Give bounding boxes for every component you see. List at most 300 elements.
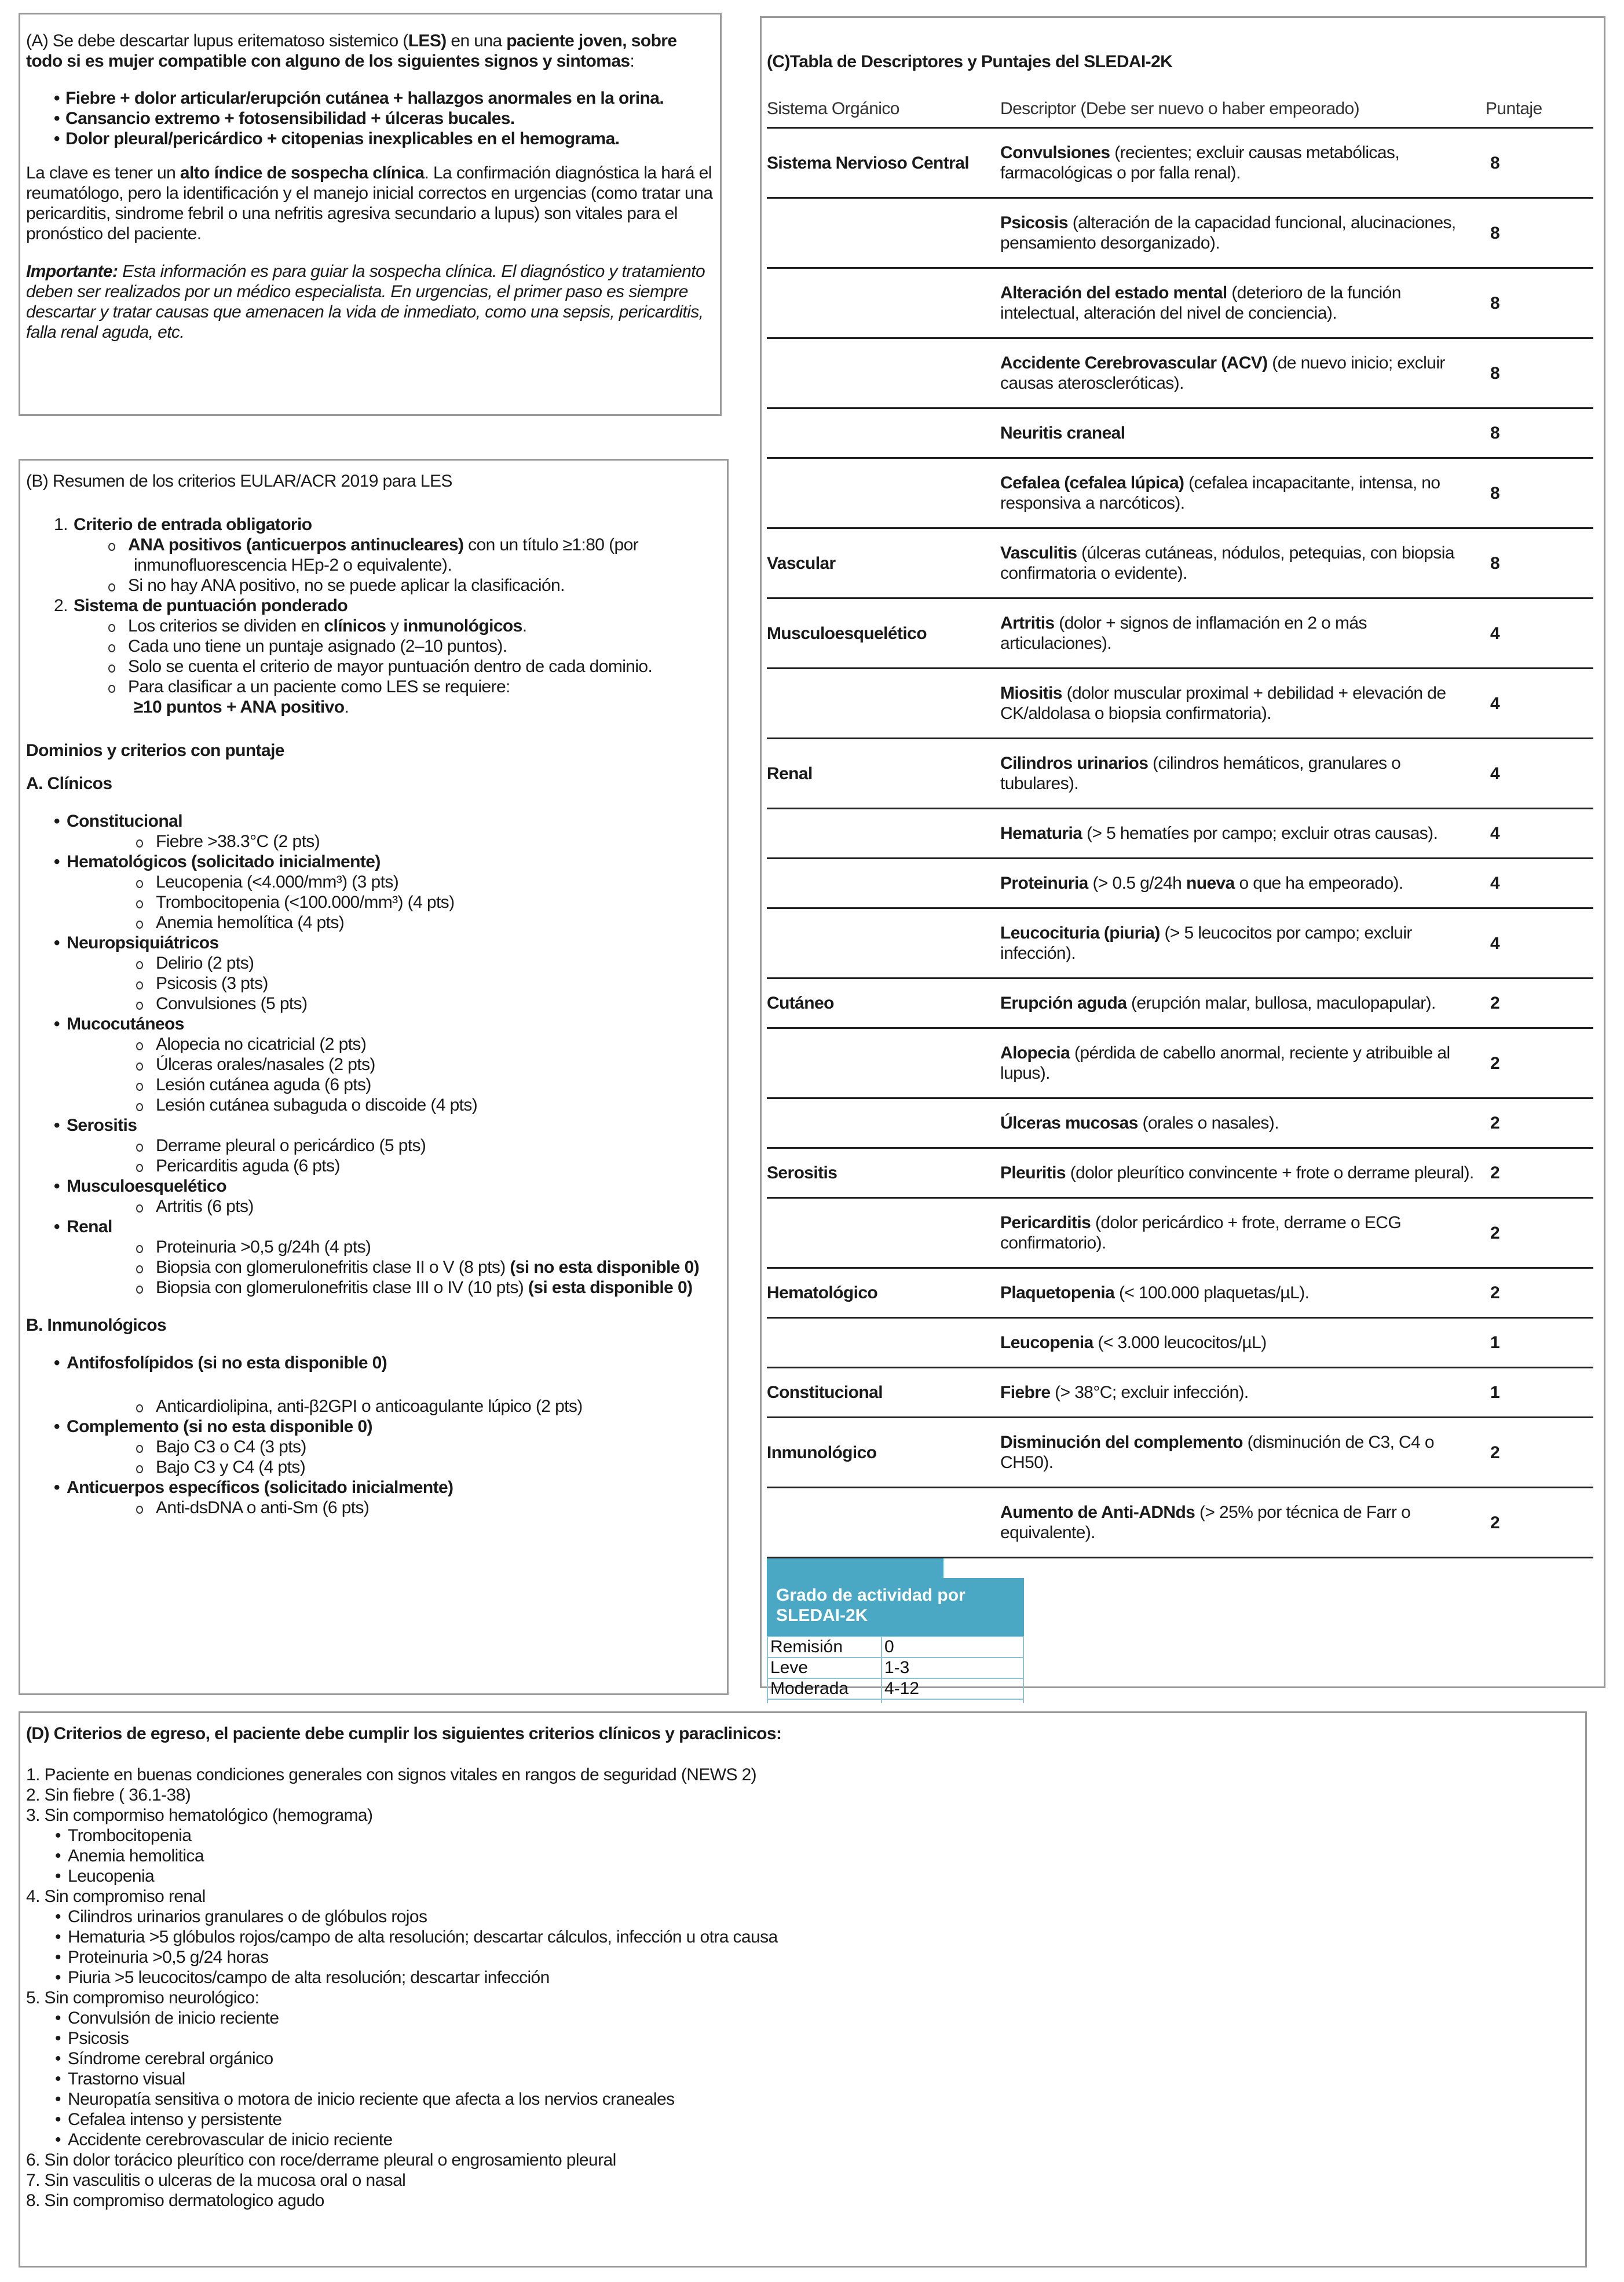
- intro-prefix: (A) Se debe descartar lupus eritematoso sistemico (: [26, 31, 408, 50]
- organ-system: [767, 859, 1000, 908]
- descriptor-detail: (deterioro de la función intelectual, alteración del nivel de conciencia).: [1000, 283, 1401, 323]
- important-label: Importante:: [26, 262, 118, 281]
- item-bold: ANA positivos (anticuerpos antinucleares): [128, 535, 464, 554]
- descriptor-name: Proteinuria: [1000, 874, 1088, 893]
- organ-system: [767, 198, 1000, 268]
- criterion-item: [135, 1196, 721, 1217]
- descriptor: [1000, 1148, 1486, 1198]
- organ-system: Renal: [767, 739, 1000, 809]
- domain-name: • Constitucional: [54, 811, 721, 831]
- criterion-item: [135, 1156, 721, 1176]
- domain-item: [54, 1353, 721, 1416]
- sledai-row: [767, 598, 1593, 669]
- score: 4: [1486, 739, 1593, 809]
- criterion-text: Fiebre >38.3°C (2 pts): [156, 832, 320, 851]
- descriptor-detail: (recientes; excluir causas metabólicas, farmacológicas o por falla renal).: [1000, 143, 1400, 182]
- score: 1: [1486, 1368, 1593, 1418]
- organ-system: [767, 809, 1000, 859]
- criteria-list: [54, 831, 721, 852]
- panel-d-title: (D) Criterios de egreso, el paciente debe cumplir los siguientes criterios clínicos y paraclinicos:: [26, 1724, 782, 1743]
- descriptor-detail: (> 5 leucocitos por campo; excluir infección).: [1000, 923, 1412, 963]
- descriptor-name: Plaquetopenia: [1000, 1283, 1115, 1302]
- descriptor-detail: (úlceras cutáneas, nódulos, petequias, con biopsia confirmatoria o evidente).: [1000, 543, 1454, 583]
- activity-empty: [882, 1699, 1023, 1703]
- descriptor-name: Úlceras mucosas: [1000, 1113, 1138, 1133]
- item-text: Si no hay ANA positivo, no se puede aplicar la clasificación.: [128, 576, 565, 595]
- discharge-item: 8. Sin compromiso dermatologico agudo: [26, 2191, 324, 2210]
- organ-system: Sistema Nervioso Central: [767, 128, 1000, 198]
- intro-mid: en una: [446, 31, 507, 50]
- symptom-item: • Dolor pleural/pericárdico + citopenias inexplicables en el hemograma.: [54, 129, 714, 149]
- criterion-item: [135, 1437, 721, 1457]
- criterion-text: Trombocitopenia (<100.000/mm³) (4 pts): [156, 893, 455, 912]
- sledai-table: [767, 98, 1593, 1558]
- criterion-text: Artritis (6 pts): [156, 1197, 254, 1216]
- organ-system: [767, 1028, 1000, 1098]
- descriptor-detail: (dolor muscular proximal + debilidad + elevación de CK/aldolasa o biopsia confirmatoria).: [1000, 684, 1446, 723]
- criteria-list: [54, 1498, 721, 1518]
- important-note: [26, 261, 714, 342]
- descriptor: [1000, 739, 1486, 809]
- panel-a-suspicion: [19, 13, 722, 416]
- score: 8: [1486, 458, 1593, 528]
- score: 2: [1486, 1098, 1593, 1148]
- descriptor-detail: (> 38°C; excluir infección).: [1050, 1383, 1249, 1402]
- key-suffix: . La confirmación diagnóstica la hará el reumatólogo, pero la identificación y el manejo inicial correctos en urgencias (como tratar una pericarditis, sindrome febril o una nefritis agresiva secundario a lupus) son vitales para el pronóstico del paciente.: [26, 163, 713, 243]
- sledai-row: [767, 1268, 1593, 1318]
- key-prefix: La clave es tener un: [26, 163, 180, 182]
- organ-system: [767, 1198, 1000, 1268]
- panel-a-intro: [26, 31, 714, 71]
- criterion-item: [135, 1277, 721, 1298]
- criteria-list: [54, 1237, 721, 1298]
- sledai-row: [767, 669, 1593, 739]
- score: 2: [1486, 1488, 1593, 1558]
- descriptor-detail: (erupción malar, bullosa, maculopapular).: [1126, 994, 1436, 1013]
- criterion-text: Bajo C3 y C4 (4 pts): [156, 1458, 306, 1477]
- activity-grade: Moderada: [767, 1678, 882, 1699]
- sledai-header-row: [767, 98, 1593, 128]
- domain-item: [54, 1115, 721, 1176]
- step-item: [107, 575, 721, 596]
- descriptor: [1000, 1488, 1486, 1558]
- criteria-list: [54, 1034, 721, 1115]
- sledai-row: [767, 1198, 1593, 1268]
- criterion-item: [135, 892, 721, 912]
- sledai-row: [767, 268, 1593, 338]
- criterion-item: [135, 831, 721, 852]
- descriptor: [1000, 598, 1486, 669]
- descriptor-detail: (de nuevo inicio; excluir causas ateroscleróticas).: [1000, 353, 1445, 393]
- activity-row-empty: [767, 1699, 1023, 1703]
- criterion-item: [135, 872, 721, 892]
- descriptor: [1000, 669, 1486, 739]
- symptom-list: [26, 88, 714, 149]
- criterion-item: [135, 1135, 721, 1156]
- criterion-item: [135, 994, 721, 1014]
- descriptor-name: Pleuritis: [1000, 1163, 1066, 1182]
- score: 4: [1486, 908, 1593, 978]
- organ-system: [767, 1098, 1000, 1148]
- clinical-heading: A. Clínicos: [26, 774, 112, 793]
- sledai-row: [767, 198, 1593, 268]
- discharge-subitem: • Leucopenia: [26, 1866, 1579, 1886]
- descriptor-detail: (pérdida de cabello anormal, reciente y atribuible al lupus).: [1000, 1043, 1450, 1083]
- descriptor-detail: (cilindros hemáticos, granulares o tubulares).: [1000, 754, 1401, 793]
- criterion-item: [135, 1237, 721, 1257]
- domain-name: • Serositis: [54, 1115, 721, 1135]
- descriptor-detail: (> 25% por técnica de Farr o equivalente).: [1000, 1503, 1411, 1542]
- criteria-steps: [26, 514, 721, 717]
- domain-item: [54, 1014, 721, 1115]
- score: 1: [1486, 1318, 1593, 1368]
- sledai-row: [767, 809, 1593, 859]
- key-paragraph: [26, 163, 714, 244]
- activity-grade: Remisión: [767, 1637, 882, 1657]
- descriptor-detail: (dolor + signos de inflamación en 2 o más articulaciones).: [1000, 614, 1367, 653]
- sledai-row: [767, 1418, 1593, 1488]
- organ-system: [767, 1488, 1000, 1558]
- sledai-row: [767, 1028, 1593, 1098]
- discharge-subitem: • Neuropatía sensitiva o motora de inicio reciente que afecta a los nervios craneales: [26, 2089, 1579, 2109]
- score: 2: [1486, 1198, 1593, 1268]
- symptom-item: • Fiebre + dolor articular/erupción cutánea + hallazgos anormales en la orina.: [54, 88, 714, 108]
- criteria-list: [54, 1196, 721, 1217]
- sledai-row: [767, 458, 1593, 528]
- panel-b-title: (B) Resumen de los criterios EULAR/ACR 2019 para LES: [26, 472, 452, 491]
- descriptor-detail: (< 100.000 plaquetas/µL).: [1114, 1283, 1310, 1302]
- descriptor-name: Leucocituria (piuria): [1000, 923, 1160, 943]
- descriptor: [1000, 1198, 1486, 1268]
- sledai-row: [767, 859, 1593, 908]
- descriptor-name: Disminución del complemento: [1000, 1433, 1243, 1452]
- descriptor-detail: (alteración de la capacidad funcional, alucinaciones, pensamiento desorganizado).: [1000, 213, 1456, 253]
- descriptor: [1000, 1368, 1486, 1418]
- descriptor: [1000, 859, 1486, 908]
- activity-header: Grado de actividad por SLEDAI-2K: [767, 1578, 1024, 1636]
- domain-name: • Mucocutáneos: [54, 1014, 721, 1034]
- domain-name: • Musculoesquelético: [54, 1176, 721, 1196]
- score: 2: [1486, 1028, 1593, 1098]
- descriptor-name: Aumento de Anti-ADNds: [1000, 1503, 1195, 1522]
- descriptor-detail: (< 3.000 leucocitos/µL): [1093, 1333, 1267, 1352]
- descriptor-detail: (dolor pleurítico convincente + frote o derrame pleural).: [1065, 1163, 1474, 1182]
- criterion-note: (si esta disponible 0): [528, 1278, 693, 1297]
- descriptor-detail: (dolor pericárdico + frote, derrame o ECG confirmatorio).: [1000, 1213, 1402, 1253]
- step-item: [107, 616, 721, 636]
- discharge-subitem: • Psicosis: [26, 2028, 1579, 2049]
- criterion-text: Convulsiones (5 pts): [156, 994, 308, 1013]
- score: 8: [1486, 338, 1593, 408]
- clinical-domain-list: [26, 811, 721, 1298]
- criterion-item: [135, 1257, 721, 1277]
- discharge-item: 2. Sin fiebre ( 36.1-38): [26, 1786, 191, 1805]
- important-text: Esta información es para guiar la sospecha clínica. El diagnóstico y tratamiento deben ser realizados por un médico especialista. En urgencias, el primer paso es siempre descartar y tratar causas que amenacen la vida de inmediato, como una sepsis, pericarditis, falla renal aguda, etc.: [26, 262, 705, 342]
- domain-item: [54, 933, 721, 1014]
- step-scoring: [54, 596, 721, 717]
- discharge-subitem: • Síndrome cerebral orgánico: [26, 2049, 1579, 2069]
- panel-b-eular-acr: [19, 459, 729, 1695]
- panel-c-title: (C)Tabla de Descriptores y Puntajes del SLEDAI-2K: [767, 52, 1173, 71]
- descriptor: [1000, 908, 1486, 978]
- domain-item: [54, 1416, 721, 1477]
- sledai-row: [767, 908, 1593, 978]
- criterion-item: [135, 1075, 721, 1095]
- domain-name: • Antifosfolípidos (si no esta disponible 0): [54, 1353, 721, 1373]
- descriptor-name: Psicosis: [1000, 213, 1068, 232]
- score: 8: [1486, 198, 1593, 268]
- discharge-item: 6. Sin dolor torácico pleurítico con roce/derrame pleural o engrosamiento pleural: [26, 2150, 616, 2170]
- criteria-list: [54, 1135, 721, 1176]
- discharge-item: 1. Paciente en buenas condiciones generales con signos vitales en rangos de seguridad (NEWS 2): [26, 1765, 757, 1784]
- score: 4: [1486, 598, 1593, 669]
- discharge-subitem: • Piuria >5 leucocitos/campo de alta resolución; descartar infección: [26, 1967, 1579, 1988]
- discharge-item: 3. Sin compormiso hematológico (hemograma): [26, 1806, 373, 1825]
- sledai-row: [767, 1098, 1593, 1148]
- sledai-row: [767, 128, 1593, 198]
- criteria-list: [54, 1437, 721, 1477]
- domain-name: • Complemento (si no esta disponible 0): [54, 1416, 721, 1437]
- score: 8: [1486, 268, 1593, 338]
- activity-grade: Leve: [767, 1657, 882, 1678]
- discharge-subitem: • Trombocitopenia: [26, 1825, 1579, 1846]
- descriptor: [1000, 128, 1486, 198]
- sledai-row: [767, 739, 1593, 809]
- descriptor-name: Erupción aguda: [1000, 994, 1127, 1013]
- panel-c-sledai: [760, 16, 1605, 1698]
- descriptor-name: Leucopenia: [1000, 1333, 1093, 1352]
- score: 2: [1486, 1268, 1593, 1318]
- col-descriptor: Descriptor (Debe ser nuevo o haber empeorado): [1000, 99, 1360, 118]
- domain-item: [54, 1477, 721, 1518]
- descriptor: [1000, 338, 1486, 408]
- score: 4: [1486, 859, 1593, 908]
- criterion-text: Psicosis (3 pts): [156, 974, 268, 993]
- descriptor: [1000, 458, 1486, 528]
- discharge-subitem: • Hematuria >5 glóbulos rojos/campo de alta resolución; descartar cálculos, infección u otra causa: [26, 1927, 1579, 1947]
- descriptor: [1000, 528, 1486, 598]
- item-bold: inmunológicos: [403, 616, 522, 636]
- discharge-subitem: • Anemia hemolitica: [26, 1846, 1579, 1866]
- step-item: Cada uno tiene un puntaje asignado (2–10 puntos).: [107, 636, 721, 656]
- descriptor-name: Hematuria: [1000, 824, 1082, 843]
- descriptor-name: Alteración del estado mental: [1000, 283, 1227, 302]
- requirement: [128, 697, 721, 717]
- criterion-item: [135, 973, 721, 994]
- item-text: y: [386, 616, 404, 636]
- descriptor: [1000, 268, 1486, 338]
- score: 4: [1486, 669, 1593, 739]
- step-number: 1.: [54, 515, 68, 534]
- criterion-text: Leucopenia (<4.000/mm³) (3 pts): [156, 872, 399, 892]
- organ-system: [767, 408, 1000, 458]
- discharge-criteria-list: [26, 1765, 1579, 2211]
- activity-range: 0: [882, 1637, 1023, 1657]
- descriptor-detail: o que ha empeorado).: [1234, 874, 1403, 893]
- item-text: .: [522, 616, 527, 636]
- descriptor-name: Alopecia: [1000, 1043, 1070, 1063]
- item-text: con un título ≥1:80 (por: [463, 535, 639, 554]
- key-bold: alto índice de sospecha clínica: [180, 163, 425, 182]
- criterion-text: Biopsia con glomerulonefritis clase II o V (8 pts): [156, 1258, 510, 1277]
- domain-item: [54, 811, 721, 852]
- criterion-item: [135, 953, 721, 973]
- criterion-item: [135, 1095, 721, 1115]
- discharge-item: 5. Sin compromiso neurológico:: [26, 1988, 259, 2007]
- score: 8: [1486, 528, 1593, 598]
- organ-system: Musculoesquelético: [767, 598, 1000, 669]
- criterion-item: [135, 1498, 721, 1518]
- activity-tab-decoration: [767, 1558, 943, 1578]
- sledai-row: [767, 978, 1593, 1028]
- criteria-list: [54, 872, 721, 933]
- step-number: 2.: [54, 596, 68, 615]
- discharge-item: 7. Sin vasculitis o ulceras de la mucosa oral o nasal: [26, 2171, 406, 2190]
- organ-system: [767, 338, 1000, 408]
- discharge-subitem: • Proteinuria >0,5 g/24 horas: [26, 1947, 1579, 1967]
- domain-name: • Renal: [54, 1217, 721, 1237]
- descriptor: [1000, 198, 1486, 268]
- organ-system: [767, 669, 1000, 739]
- organ-system: [767, 908, 1000, 978]
- intro-suffix: :: [630, 52, 635, 71]
- step-items: [54, 616, 721, 717]
- descriptor: [1000, 1028, 1486, 1098]
- criteria-list: [54, 953, 721, 1014]
- discharge-subitem: • Trastorno visual: [26, 2069, 1579, 2089]
- organ-system: Vascular: [767, 528, 1000, 598]
- sledai-row: [767, 408, 1593, 458]
- activity-rows: [767, 1636, 1024, 1703]
- score: 8: [1486, 408, 1593, 458]
- descriptor-name: Cilindros urinarios: [1000, 754, 1148, 773]
- step-items: [54, 535, 721, 596]
- domain-item: [54, 1217, 721, 1298]
- activity-row: [767, 1678, 1023, 1699]
- requirement-bold: ≥10 puntos + ANA positivo: [134, 698, 345, 717]
- criterion-text: Anti-dsDNA o anti-Sm (6 pts): [156, 1498, 370, 1517]
- activity-grade-table: [767, 1558, 1024, 1703]
- descriptor: [1000, 1268, 1486, 1318]
- domain-name: • Anticuerpos específicos (solicitado inicialmente): [54, 1477, 721, 1498]
- descriptor-name: Pericarditis: [1000, 1213, 1091, 1232]
- sledai-row: [767, 528, 1593, 598]
- discharge-subitem: • Cilindros urinarios granulares o de glóbulos rojos: [26, 1907, 1579, 1927]
- step-label: Sistema de puntuación ponderado: [74, 596, 348, 615]
- domain-name: • Neuropsiquiátricos: [54, 933, 721, 953]
- descriptor-emphasis: nueva: [1186, 874, 1235, 893]
- step-label: Criterio de entrada obligatorio: [74, 515, 312, 534]
- col-system: Sistema Orgánico: [767, 99, 899, 118]
- organ-system: [767, 458, 1000, 528]
- descriptor-name: Fiebre: [1000, 1383, 1051, 1402]
- descriptor-name: Convulsiones: [1000, 143, 1110, 162]
- criterion-text: Anemia hemolítica (4 pts): [156, 913, 345, 932]
- criteria-list: [54, 1396, 721, 1416]
- criterion-text: Derrame pleural o pericárdico (5 pts): [156, 1136, 426, 1155]
- descriptor-detail: (orales o nasales).: [1137, 1113, 1279, 1133]
- domain-item: [54, 1176, 721, 1217]
- domain-item: [54, 852, 721, 933]
- item-text: Para clasificar a un paciente como LES se requiere:: [128, 677, 510, 696]
- activity-row: [767, 1637, 1023, 1657]
- descriptor-name: Miositis: [1000, 684, 1062, 703]
- criterion-item: [135, 1034, 721, 1054]
- organ-system: [767, 268, 1000, 338]
- descriptor-detail: (> 5 hematíes por campo; excluir otras causas).: [1082, 824, 1438, 843]
- organ-system: Inmunológico: [767, 1418, 1000, 1488]
- descriptor: [1000, 408, 1486, 458]
- criterion-text: Lesión cutánea aguda (6 pts): [156, 1075, 371, 1094]
- domain-name: • Hematológicos (solicitado inicialmente): [54, 852, 721, 872]
- organ-system: Cutáneo: [767, 978, 1000, 1028]
- descriptor-name: Vasculitis: [1000, 543, 1077, 563]
- criterion-note: (si no esta disponible 0): [510, 1258, 700, 1277]
- descriptor: [1000, 1418, 1486, 1488]
- col-score: Puntaje: [1486, 99, 1542, 118]
- step-entry: [54, 514, 721, 596]
- intro-bold: paciente joven, sobre todo si es mujer compatible con alguno de los siguientes signos y sintomas: [26, 31, 677, 71]
- discharge-subitem: • Accidente cerebrovascular de inicio reciente: [26, 2130, 1579, 2150]
- descriptor-detail: (disminución de C3, C4 o CH50).: [1000, 1433, 1435, 1472]
- descriptor-detail: (> 0.5 g/24h: [1088, 874, 1186, 893]
- descriptor-name: Cefalea (cefalea lúpica): [1000, 473, 1184, 492]
- discharge-item: 4. Sin compromiso renal: [26, 1887, 206, 1906]
- score: 4: [1486, 809, 1593, 859]
- organ-system: Serositis: [767, 1148, 1000, 1198]
- immuno-domain-list: [26, 1353, 721, 1518]
- criterion-text: Proteinuria >0,5 g/24h (4 pts): [156, 1237, 371, 1257]
- activity-empty: [767, 1699, 882, 1703]
- activity-range: 4-12: [882, 1678, 1023, 1699]
- criterion-item: [135, 1054, 721, 1075]
- descriptor: [1000, 1318, 1486, 1368]
- criterion-text: Pericarditis aguda (6 pts): [156, 1156, 340, 1175]
- score: 2: [1486, 1148, 1593, 1198]
- criterion-text: Lesión cutánea subaguda o discoide (4 pts): [156, 1096, 478, 1115]
- panel-d-discharge: [19, 1711, 1587, 2268]
- descriptor: [1000, 809, 1486, 859]
- item-text: Los criterios se dividen en: [128, 616, 324, 636]
- activity-row: [767, 1657, 1023, 1678]
- criterion-text: Biopsia con glomerulonefritis clase III o IV (10 pts): [156, 1278, 528, 1297]
- descriptor-name: Accidente Cerebrovascular (ACV): [1000, 353, 1268, 373]
- activity-range: 1-3: [882, 1657, 1023, 1678]
- immuno-heading: B. Inmunológicos: [26, 1316, 167, 1335]
- symptom-item: • Cansancio extremo + fotosensibilidad + úlceras bucales.: [54, 108, 714, 129]
- discharge-subitem: • Convulsión de inicio reciente: [26, 2008, 1579, 2028]
- intro-les: LES): [408, 31, 447, 50]
- criterion-item: [135, 912, 721, 933]
- sledai-row: [767, 1318, 1593, 1368]
- score: 2: [1486, 1418, 1593, 1488]
- score: 8: [1486, 128, 1593, 198]
- descriptor-name: Artritis: [1000, 614, 1055, 633]
- organ-system: [767, 1318, 1000, 1368]
- descriptor-detail: (cefalea incapacitante, intensa, no responsiva a narcóticos).: [1000, 473, 1440, 513]
- sledai-row: [767, 338, 1593, 408]
- organ-system: Hematológico: [767, 1268, 1000, 1318]
- domains-heading: Dominios y criterios con puntaje: [26, 741, 284, 760]
- step-item: [107, 677, 721, 717]
- sledai-row: [767, 1368, 1593, 1418]
- descriptor: [1000, 978, 1486, 1028]
- score: 2: [1486, 978, 1593, 1028]
- item-continuation: inmunofluorescencia HEp-2 o equivalente).: [134, 556, 452, 575]
- criterion-text: Alopecia no cicatricial (2 pts): [156, 1035, 367, 1054]
- organ-system: Constitucional: [767, 1368, 1000, 1418]
- discharge-subitem: • Cefalea intenso y persistente: [26, 2109, 1579, 2130]
